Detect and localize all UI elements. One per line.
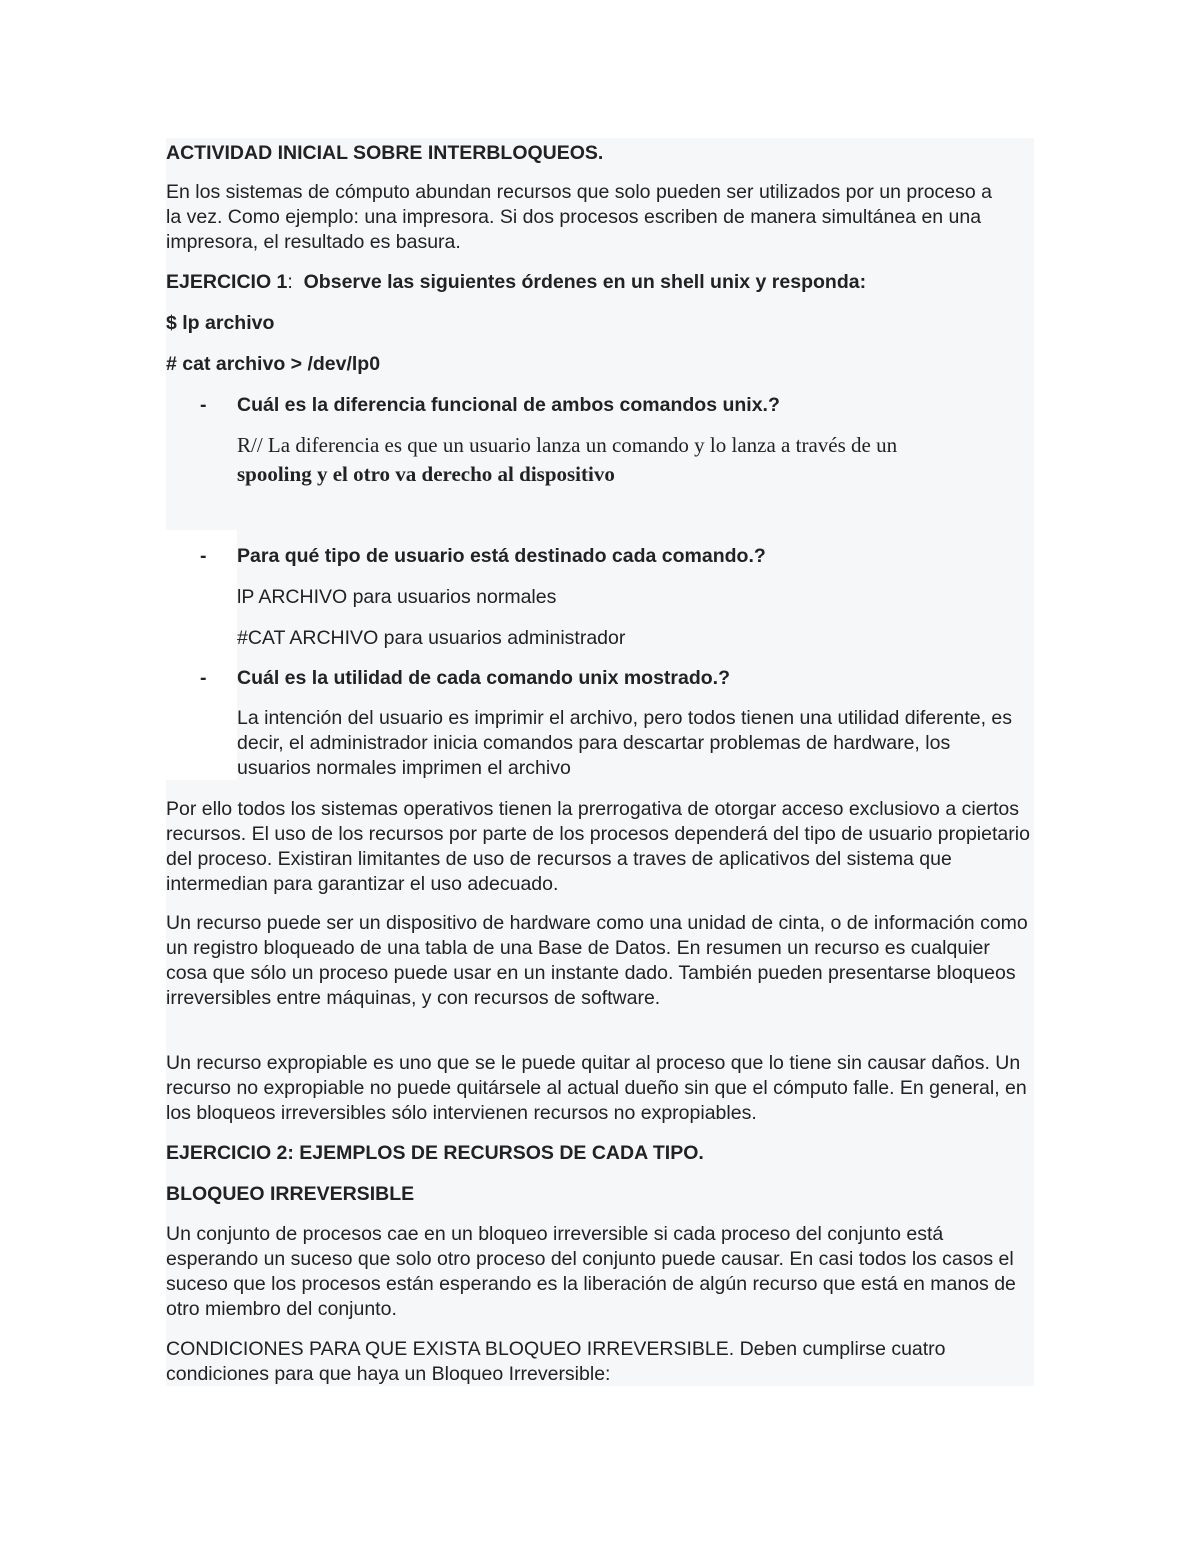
document-title: ACTIVIDAD INICIAL SOBRE INTERBLOQUEOS. <box>166 142 604 164</box>
question-2: Para qué tipo de usuario está destinado cada comando.? <box>237 545 766 567</box>
bullet-dash-3: - <box>200 667 207 689</box>
command-lp: $ lp archivo <box>166 312 275 334</box>
exercise-1-label: EJERCICIO 1 <box>166 271 288 293</box>
exercise-2-heading: EJERCICIO 2: EJEMPLOS DE RECURSOS DE CADA TIPO. <box>166 1142 704 1164</box>
paragraph-resource-definition: Un recurso puede ser un dispositivo de hardware como una unidad de cinta, o de información como un registro bloqueado de una tabla de una Base de Datos. En resumen un recurso es cualquier cosa que sólo un proceso puede usar en un instante dado. También pueden presentarse bloqueos irreversibles entre máquinas, y con recursos de software. <box>166 912 1028 1009</box>
exercise-1-heading <box>166 270 1034 295</box>
answer-2-line-2: #CAT ARCHIVO para usuarios administrador <box>237 627 626 649</box>
paragraph-expropriable: Un recurso expropiable es uno que se le puede quitar al proceso que lo tiene sin causar daños. Un recurso no expropiable no puede quitársele al actual dueño sin que el cómputo falle. En general, en los bloqueos irreversibles sólo intervienen recursos no expropiables. <box>166 1052 1027 1124</box>
exercise-1-colon: : <box>287 271 293 293</box>
paragraph-conditions: CONDICIONES PARA QUE EXISTA BLOQUEO IRREVERSIBLE. Deben cumplirse cuatro condiciones para que haya un Bloqueo Irreversible: <box>166 1338 946 1385</box>
bullet-dash-1: - <box>200 394 207 416</box>
question-1: Cuál es la diferencia funcional de ambos comandos unix.? <box>237 394 780 416</box>
intro-paragraph: En los sistemas de cómputo abundan recursos que solo pueden ser utilizados por un proceso a la vez. Como ejemplo: una impresora. Si dos procesos escriben de manera simultánea en una impresora, el resultado es basura. <box>166 181 992 253</box>
heading-bloqueo-irreversible: BLOQUEO IRREVERSIBLE <box>166 1183 415 1205</box>
command-cat: # cat archivo > /dev/lp0 <box>166 353 381 375</box>
paragraph-deadlock-definition: Un conjunto de procesos cae en un bloqueo irreversible si cada proceso del conjunto está esperando un suceso que solo otro proceso del conjunto puede causar. En casi todos los casos el suceso que los procesos están esperando es la liberación de algún recurso que está en manos de otro miembro del conjunto. <box>166 1223 1016 1320</box>
exercise-1-prompt: Observe las siguientes órdenes en un shell unix y responda: <box>303 271 867 293</box>
answer-1-line-1: R// La diferencia es que un usuario lanza un comando y lo lanza a través de un <box>237 433 898 457</box>
answer-1-line-2: spooling y el otro va derecho al dispositivo <box>237 462 615 486</box>
question-3: Cuál es la utilidad de cada comando unix mostrado.? <box>237 667 731 689</box>
bullet-dash-2: - <box>200 545 207 567</box>
answer-3: La intención del usuario es imprimir el archivo, pero todos tienen una utilidad diferente, es decir, el administrador inicia comandos para descartar problemas de hardware, los usuarios normales imprimen el archivo <box>237 707 1013 779</box>
answer-2-line-1: lP ARCHIVO para usuarios normales <box>237 586 557 608</box>
paragraph-exclusive-access: Por ello todos los sistemas operativos tienen la prerrogativa de otorgar acceso exclusiovo a ciertos recursos. El uso de los recursos por parte de los procesos dependerá del tipo de usuario propietario del proceso. Existiran limitantes de uso de recursos a traves de aplicativos del sistema que intermedian para garantizar el uso adecuado. <box>166 798 1030 895</box>
